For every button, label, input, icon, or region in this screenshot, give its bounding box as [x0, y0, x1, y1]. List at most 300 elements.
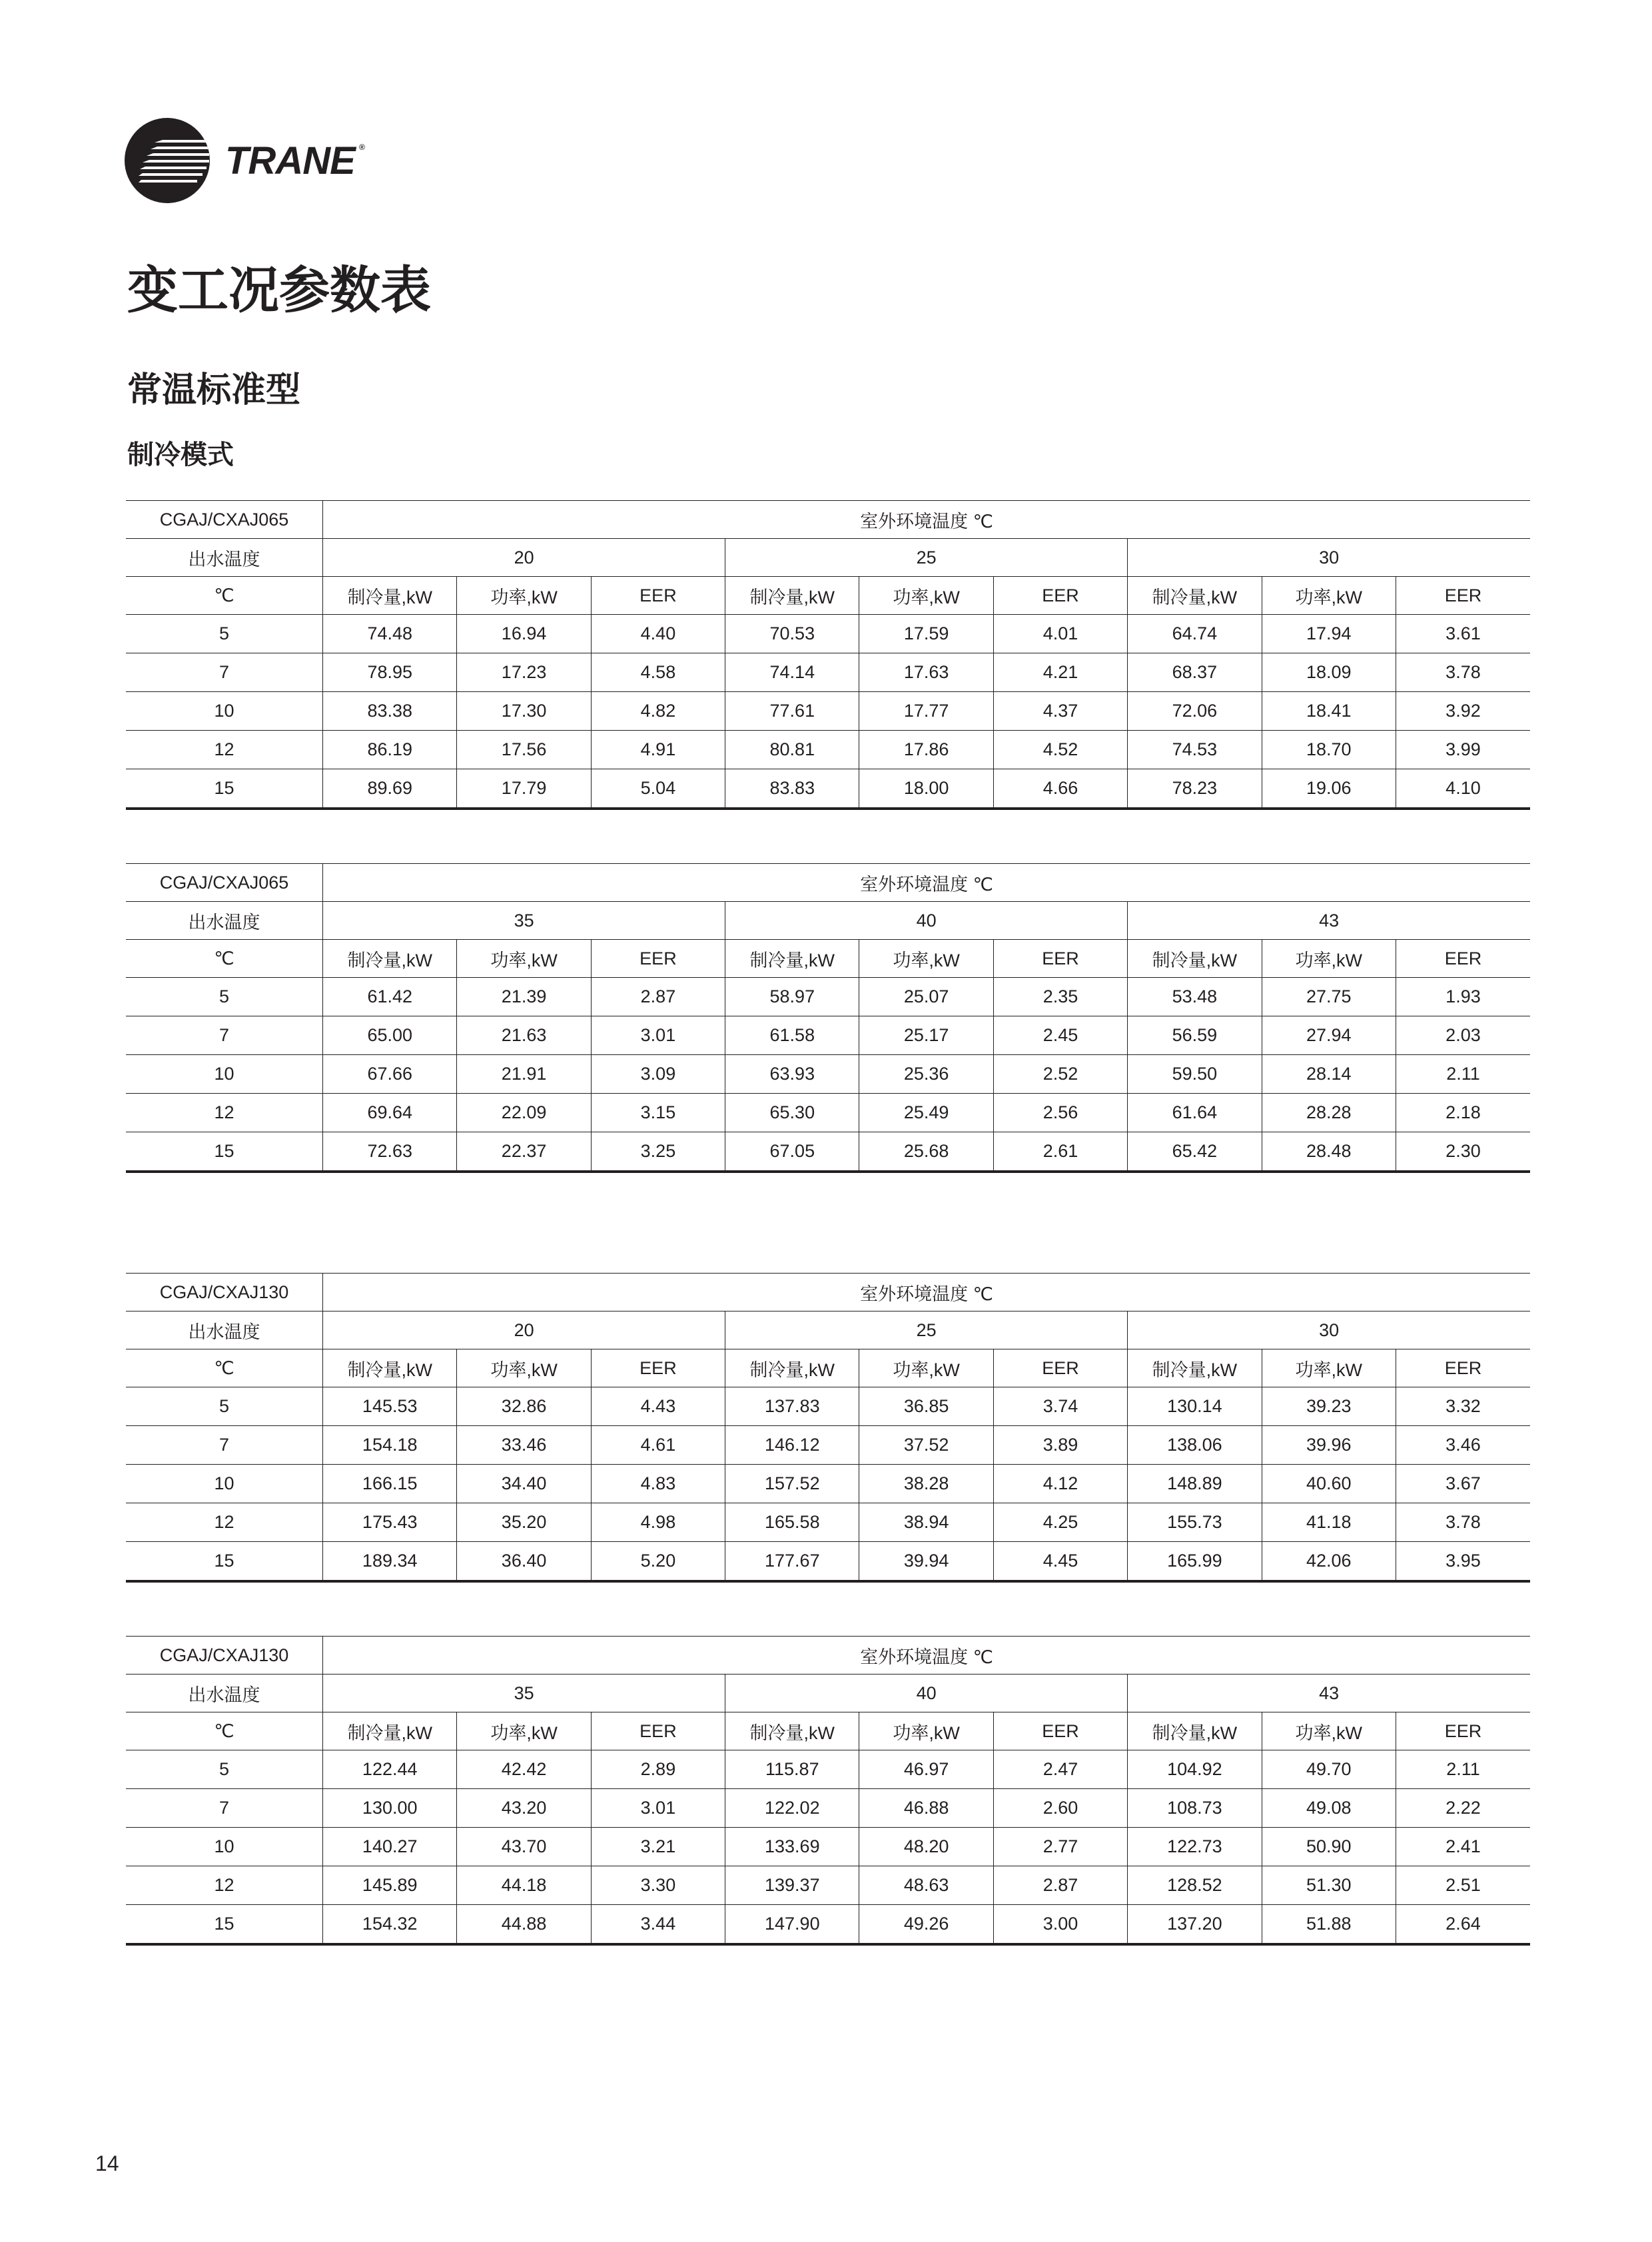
data-cell: 2.51 — [1396, 1866, 1530, 1905]
metric-header: 制冷量,kW — [725, 940, 859, 978]
water-temp-cell: 5 — [126, 1387, 323, 1426]
data-cell: 25.49 — [859, 1094, 993, 1132]
table-header-row — [126, 577, 1530, 615]
metric-header: EER — [1396, 577, 1530, 615]
data-cell: 35.20 — [457, 1503, 591, 1542]
data-cell: 2.11 — [1396, 1750, 1530, 1789]
data-cell: 39.23 — [1262, 1387, 1396, 1426]
data-cell: 3.61 — [1396, 615, 1530, 653]
data-cell: 3.00 — [993, 1905, 1127, 1945]
table-row — [126, 769, 1530, 809]
water-temp-cell: 15 — [126, 769, 323, 809]
metric-header: 制冷量,kW — [1128, 1349, 1262, 1387]
data-cell: 189.34 — [323, 1542, 457, 1582]
data-cell: 139.37 — [725, 1866, 859, 1905]
metric-header: 制冷量,kW — [323, 1712, 457, 1750]
table-row — [126, 978, 1530, 1016]
data-cell: 146.12 — [725, 1426, 859, 1465]
data-cell: 104.92 — [1128, 1750, 1262, 1789]
unit-label: ℃ — [126, 577, 323, 615]
metric-header: 制冷量,kW — [323, 1349, 457, 1387]
data-cell: 2.87 — [591, 978, 725, 1016]
water-temp-label: 出水温度 — [126, 902, 323, 940]
data-cell: 19.06 — [1262, 769, 1396, 809]
data-cell: 18.09 — [1262, 653, 1396, 692]
data-cell: 40.60 — [1262, 1465, 1396, 1503]
data-cell: 72.06 — [1128, 692, 1262, 731]
data-cell: 4.98 — [591, 1503, 725, 1542]
data-cell: 51.30 — [1262, 1866, 1396, 1905]
table-row — [126, 653, 1530, 692]
table-row — [126, 1094, 1530, 1132]
data-cell: 83.83 — [725, 769, 859, 809]
ambient-temp-group: 43 — [1128, 1675, 1530, 1712]
data-cell: 3.44 — [591, 1905, 725, 1945]
table-header-row — [126, 902, 1530, 940]
data-cell: 175.43 — [323, 1503, 457, 1542]
data-cell: 122.02 — [725, 1789, 859, 1828]
table-row — [126, 1465, 1530, 1503]
table-header-row — [126, 1712, 1530, 1750]
table-row — [126, 1132, 1530, 1172]
data-cell: 78.23 — [1128, 769, 1262, 809]
table-row — [126, 1828, 1530, 1866]
data-cell: 2.60 — [993, 1789, 1127, 1828]
data-cell: 18.00 — [859, 769, 993, 809]
data-cell: 25.07 — [859, 978, 993, 1016]
metric-header: 功率,kW — [1262, 577, 1396, 615]
water-temp-cell: 15 — [126, 1542, 323, 1582]
data-cell: 16.94 — [457, 615, 591, 653]
data-cell: 59.50 — [1128, 1055, 1262, 1094]
data-cell: 64.74 — [1128, 615, 1262, 653]
performance-table — [126, 1636, 1530, 1946]
ambient-temp-header: 室外环境温度 ℃ — [323, 1637, 1530, 1675]
water-temp-cell: 12 — [126, 1503, 323, 1542]
data-cell: 3.78 — [1396, 1503, 1530, 1542]
data-cell: 65.42 — [1128, 1132, 1262, 1172]
data-cell: 2.89 — [591, 1750, 725, 1789]
table-header-row — [126, 1274, 1530, 1311]
data-cell: 1.93 — [1396, 978, 1530, 1016]
data-cell: 34.40 — [457, 1465, 591, 1503]
table-row — [126, 1426, 1530, 1465]
data-cell: 37.52 — [859, 1426, 993, 1465]
data-cell: 133.69 — [725, 1828, 859, 1866]
data-cell: 17.94 — [1262, 615, 1396, 653]
data-cell: 39.96 — [1262, 1426, 1396, 1465]
data-cell: 28.48 — [1262, 1132, 1396, 1172]
water-temp-cell: 10 — [126, 1828, 323, 1866]
data-cell: 38.94 — [859, 1503, 993, 1542]
ambient-temp-group: 35 — [323, 902, 725, 940]
data-cell: 130.14 — [1128, 1387, 1262, 1426]
data-cell: 53.48 — [1128, 978, 1262, 1016]
data-cell: 154.18 — [323, 1426, 457, 1465]
data-cell: 74.14 — [725, 653, 859, 692]
data-cell: 4.83 — [591, 1465, 725, 1503]
water-temp-label: 出水温度 — [126, 539, 323, 577]
data-cell: 67.05 — [725, 1132, 859, 1172]
data-cell: 86.19 — [323, 731, 457, 769]
data-cell: 43.20 — [457, 1789, 591, 1828]
metric-header: EER — [591, 940, 725, 978]
data-cell: 32.86 — [457, 1387, 591, 1426]
metric-header: 制冷量,kW — [323, 577, 457, 615]
ambient-temp-group: 25 — [725, 1311, 1128, 1349]
data-cell: 2.18 — [1396, 1094, 1530, 1132]
data-cell: 25.36 — [859, 1055, 993, 1094]
metric-header: 功率,kW — [859, 1349, 993, 1387]
data-cell: 21.39 — [457, 978, 591, 1016]
data-cell: 48.20 — [859, 1828, 993, 1866]
data-cell: 177.67 — [725, 1542, 859, 1582]
metric-header: EER — [1396, 1349, 1530, 1387]
metric-header: 功率,kW — [859, 940, 993, 978]
data-cell: 49.08 — [1262, 1789, 1396, 1828]
table-header-row — [126, 864, 1530, 902]
data-cell: 2.47 — [993, 1750, 1127, 1789]
data-cell: 122.44 — [323, 1750, 457, 1789]
data-cell: 74.48 — [323, 615, 457, 653]
table-row — [126, 1387, 1530, 1426]
table-row — [126, 731, 1530, 769]
data-cell: 3.46 — [1396, 1426, 1530, 1465]
page-number: 14 — [95, 2151, 119, 2175]
ambient-temp-group: 30 — [1128, 1311, 1530, 1349]
ambient-temp-group: 35 — [323, 1675, 725, 1712]
data-cell: 122.73 — [1128, 1828, 1262, 1866]
metric-header: 制冷量,kW — [725, 1349, 859, 1387]
unit-label: ℃ — [126, 1349, 323, 1387]
ambient-temp-group: 30 — [1128, 539, 1530, 577]
data-cell: 70.53 — [725, 615, 859, 653]
page-title: 变工况参数表 — [127, 260, 431, 320]
data-cell: 157.52 — [725, 1465, 859, 1503]
data-cell: 4.12 — [993, 1465, 1127, 1503]
data-cell: 17.79 — [457, 769, 591, 809]
data-cell: 5.20 — [591, 1542, 725, 1582]
table-row — [126, 1542, 1530, 1582]
data-cell: 83.38 — [323, 692, 457, 731]
data-cell: 3.99 — [1396, 731, 1530, 769]
data-cell: 2.52 — [993, 1055, 1127, 1094]
table-header-row — [126, 501, 1530, 539]
data-cell: 2.03 — [1396, 1016, 1530, 1055]
water-temp-cell: 10 — [126, 1055, 323, 1094]
water-temp-label: 出水温度 — [126, 1675, 323, 1712]
data-cell: 38.28 — [859, 1465, 993, 1503]
data-cell: 25.17 — [859, 1016, 993, 1055]
table-header-row — [126, 1637, 1530, 1675]
performance-table — [126, 500, 1530, 810]
metric-header: 制冷量,kW — [323, 940, 457, 978]
data-cell: 4.01 — [993, 615, 1127, 653]
ambient-temp-header: 室外环境温度 ℃ — [323, 501, 1530, 539]
metric-header: EER — [993, 1712, 1127, 1750]
data-cell: 77.61 — [725, 692, 859, 731]
data-cell: 89.69 — [323, 769, 457, 809]
data-cell: 130.00 — [323, 1789, 457, 1828]
data-cell: 2.41 — [1396, 1828, 1530, 1866]
water-temp-cell: 12 — [126, 1866, 323, 1905]
data-cell: 21.63 — [457, 1016, 591, 1055]
data-cell: 17.86 — [859, 731, 993, 769]
data-cell: 3.95 — [1396, 1542, 1530, 1582]
data-cell: 165.58 — [725, 1503, 859, 1542]
data-cell: 17.63 — [859, 653, 993, 692]
metric-header: 功率,kW — [457, 1712, 591, 1750]
water-temp-label: 出水温度 — [126, 1311, 323, 1349]
model-label: CGAJ/CXAJ130 — [126, 1637, 323, 1675]
data-cell: 28.14 — [1262, 1055, 1396, 1094]
data-cell: 115.87 — [725, 1750, 859, 1789]
data-cell: 145.53 — [323, 1387, 457, 1426]
data-cell: 154.32 — [323, 1905, 457, 1945]
data-cell: 65.00 — [323, 1016, 457, 1055]
data-cell: 2.35 — [993, 978, 1127, 1016]
data-cell: 50.90 — [1262, 1828, 1396, 1866]
data-cell: 2.64 — [1396, 1905, 1530, 1945]
model-label: CGAJ/CXAJ130 — [126, 1274, 323, 1311]
table-header-row — [126, 940, 1530, 978]
data-cell: 42.42 — [457, 1750, 591, 1789]
water-temp-cell: 12 — [126, 731, 323, 769]
table-header-row — [126, 1675, 1530, 1712]
metric-header: EER — [591, 577, 725, 615]
data-cell: 128.52 — [1128, 1866, 1262, 1905]
ambient-temp-group: 25 — [725, 539, 1128, 577]
data-cell: 4.43 — [591, 1387, 725, 1426]
data-cell: 46.88 — [859, 1789, 993, 1828]
trane-logo-icon — [124, 117, 210, 204]
data-cell: 155.73 — [1128, 1503, 1262, 1542]
data-cell: 148.89 — [1128, 1465, 1262, 1503]
data-cell: 69.64 — [323, 1094, 457, 1132]
table-row — [126, 1055, 1530, 1094]
data-cell: 17.30 — [457, 692, 591, 731]
data-cell: 22.09 — [457, 1094, 591, 1132]
data-cell: 67.66 — [323, 1055, 457, 1094]
data-cell: 147.90 — [725, 1905, 859, 1945]
metric-header: 功率,kW — [457, 1349, 591, 1387]
data-cell: 3.01 — [591, 1016, 725, 1055]
metric-header: 功率,kW — [1262, 1712, 1396, 1750]
table-row — [126, 1503, 1530, 1542]
metric-header: 制冷量,kW — [725, 1712, 859, 1750]
data-cell: 65.30 — [725, 1094, 859, 1132]
data-cell: 4.40 — [591, 615, 725, 653]
metric-header: EER — [1396, 1712, 1530, 1750]
data-cell: 25.68 — [859, 1132, 993, 1172]
data-cell: 49.70 — [1262, 1750, 1396, 1789]
metric-header: 制冷量,kW — [725, 577, 859, 615]
data-cell: 3.21 — [591, 1828, 725, 1866]
data-cell: 18.41 — [1262, 692, 1396, 731]
table-header-row — [126, 539, 1530, 577]
data-cell: 44.18 — [457, 1866, 591, 1905]
metric-header: 制冷量,kW — [1128, 577, 1262, 615]
metric-header: EER — [591, 1349, 725, 1387]
data-cell: 4.58 — [591, 653, 725, 692]
table-row — [126, 692, 1530, 731]
water-temp-cell: 15 — [126, 1132, 323, 1172]
data-cell: 4.45 — [993, 1542, 1127, 1582]
data-cell: 51.88 — [1262, 1905, 1396, 1945]
water-temp-cell: 10 — [126, 692, 323, 731]
table-row — [126, 615, 1530, 653]
table-row — [126, 1750, 1530, 1789]
data-cell: 4.82 — [591, 692, 725, 731]
table-row — [126, 1789, 1530, 1828]
metric-header: EER — [1396, 940, 1530, 978]
data-cell: 17.23 — [457, 653, 591, 692]
data-cell: 61.58 — [725, 1016, 859, 1055]
data-cell: 4.91 — [591, 731, 725, 769]
metric-header: EER — [993, 940, 1127, 978]
water-temp-cell: 7 — [126, 1016, 323, 1055]
data-cell: 33.46 — [457, 1426, 591, 1465]
data-cell: 3.09 — [591, 1055, 725, 1094]
data-cell: 3.15 — [591, 1094, 725, 1132]
ambient-temp-group: 20 — [323, 1311, 725, 1349]
water-temp-cell: 5 — [126, 1750, 323, 1789]
water-temp-cell: 7 — [126, 1789, 323, 1828]
model-label: CGAJ/CXAJ065 — [126, 864, 323, 902]
data-cell: 4.25 — [993, 1503, 1127, 1542]
ambient-temp-header: 室外环境温度 ℃ — [323, 864, 1530, 902]
data-cell: 49.26 — [859, 1905, 993, 1945]
section-subtitle: 常温标准型 — [127, 370, 301, 410]
trane-logo — [124, 117, 364, 204]
data-cell: 3.92 — [1396, 692, 1530, 731]
data-cell: 17.56 — [457, 731, 591, 769]
data-cell: 56.59 — [1128, 1016, 1262, 1055]
water-temp-cell: 5 — [126, 978, 323, 1016]
metric-header: 制冷量,kW — [1128, 1712, 1262, 1750]
registered-mark: ® — [358, 142, 364, 152]
ambient-temp-group: 40 — [725, 1675, 1128, 1712]
data-cell: 42.06 — [1262, 1542, 1396, 1582]
data-cell: 2.45 — [993, 1016, 1127, 1055]
performance-table — [126, 1273, 1530, 1583]
metric-header: 功率,kW — [1262, 1349, 1396, 1387]
data-cell: 68.37 — [1128, 653, 1262, 692]
data-cell: 165.99 — [1128, 1542, 1262, 1582]
data-cell: 61.42 — [323, 978, 457, 1016]
water-temp-cell: 7 — [126, 1426, 323, 1465]
data-cell: 72.63 — [323, 1132, 457, 1172]
water-temp-cell: 5 — [126, 615, 323, 653]
ambient-temp-group: 20 — [323, 539, 725, 577]
data-cell: 138.06 — [1128, 1426, 1262, 1465]
metric-header: 功率,kW — [1262, 940, 1396, 978]
data-cell: 108.73 — [1128, 1789, 1262, 1828]
table-row — [126, 1866, 1530, 1905]
table-row — [126, 1905, 1530, 1945]
data-cell: 28.28 — [1262, 1094, 1396, 1132]
data-cell: 17.59 — [859, 615, 993, 653]
data-cell: 43.70 — [457, 1828, 591, 1866]
metric-header: EER — [591, 1712, 725, 1750]
water-temp-cell: 7 — [126, 653, 323, 692]
table-row — [126, 1016, 1530, 1055]
unit-label: ℃ — [126, 1712, 323, 1750]
metric-header: 功率,kW — [457, 940, 591, 978]
data-cell: 41.18 — [1262, 1503, 1396, 1542]
data-cell: 18.70 — [1262, 731, 1396, 769]
data-cell: 39.94 — [859, 1542, 993, 1582]
water-temp-cell: 10 — [126, 1465, 323, 1503]
data-cell: 22.37 — [457, 1132, 591, 1172]
data-cell: 2.30 — [1396, 1132, 1530, 1172]
metric-header: 制冷量,kW — [1128, 940, 1262, 978]
data-cell: 74.53 — [1128, 731, 1262, 769]
water-temp-cell: 15 — [126, 1905, 323, 1945]
data-cell: 166.15 — [323, 1465, 457, 1503]
table-header-row — [126, 1349, 1530, 1387]
metric-header: 功率,kW — [859, 1712, 993, 1750]
data-cell: 36.40 — [457, 1542, 591, 1582]
data-cell: 3.78 — [1396, 653, 1530, 692]
data-cell: 80.81 — [725, 731, 859, 769]
data-cell: 2.87 — [993, 1866, 1127, 1905]
data-cell: 4.66 — [993, 769, 1127, 809]
data-cell: 4.10 — [1396, 769, 1530, 809]
data-cell: 58.97 — [725, 978, 859, 1016]
ambient-temp-group: 43 — [1128, 902, 1530, 940]
data-cell: 4.61 — [591, 1426, 725, 1465]
data-cell: 4.21 — [993, 653, 1127, 692]
data-cell: 2.22 — [1396, 1789, 1530, 1828]
data-cell: 2.77 — [993, 1828, 1127, 1866]
model-label: CGAJ/CXAJ065 — [126, 501, 323, 539]
data-cell: 27.75 — [1262, 978, 1396, 1016]
data-cell: 137.20 — [1128, 1905, 1262, 1945]
data-cell: 36.85 — [859, 1387, 993, 1426]
data-cell: 61.64 — [1128, 1094, 1262, 1132]
table-header-row — [126, 1311, 1530, 1349]
metric-header: 功率,kW — [457, 577, 591, 615]
performance-table — [126, 863, 1530, 1173]
data-cell: 27.94 — [1262, 1016, 1396, 1055]
data-cell: 44.88 — [457, 1905, 591, 1945]
metric-header: EER — [993, 1349, 1127, 1387]
metric-header: 功率,kW — [859, 577, 993, 615]
data-cell: 3.89 — [993, 1426, 1127, 1465]
mode-heading: 制冷模式 — [127, 440, 234, 470]
data-cell: 5.04 — [591, 769, 725, 809]
trane-wordmark: TRANE ® — [225, 139, 364, 183]
data-cell: 145.89 — [323, 1866, 457, 1905]
data-cell: 21.91 — [457, 1055, 591, 1094]
metric-header: EER — [993, 577, 1127, 615]
data-cell: 140.27 — [323, 1828, 457, 1866]
water-temp-cell: 12 — [126, 1094, 323, 1132]
data-cell: 3.32 — [1396, 1387, 1530, 1426]
data-cell: 46.97 — [859, 1750, 993, 1789]
data-cell: 3.67 — [1396, 1465, 1530, 1503]
ambient-temp-header: 室外环境温度 ℃ — [323, 1274, 1530, 1311]
data-cell: 3.01 — [591, 1789, 725, 1828]
data-cell: 2.11 — [1396, 1055, 1530, 1094]
data-cell: 4.37 — [993, 692, 1127, 731]
data-cell: 2.56 — [993, 1094, 1127, 1132]
data-cell: 2.61 — [993, 1132, 1127, 1172]
data-cell: 3.74 — [993, 1387, 1127, 1426]
data-cell: 137.83 — [725, 1387, 859, 1426]
unit-label: ℃ — [126, 940, 323, 978]
